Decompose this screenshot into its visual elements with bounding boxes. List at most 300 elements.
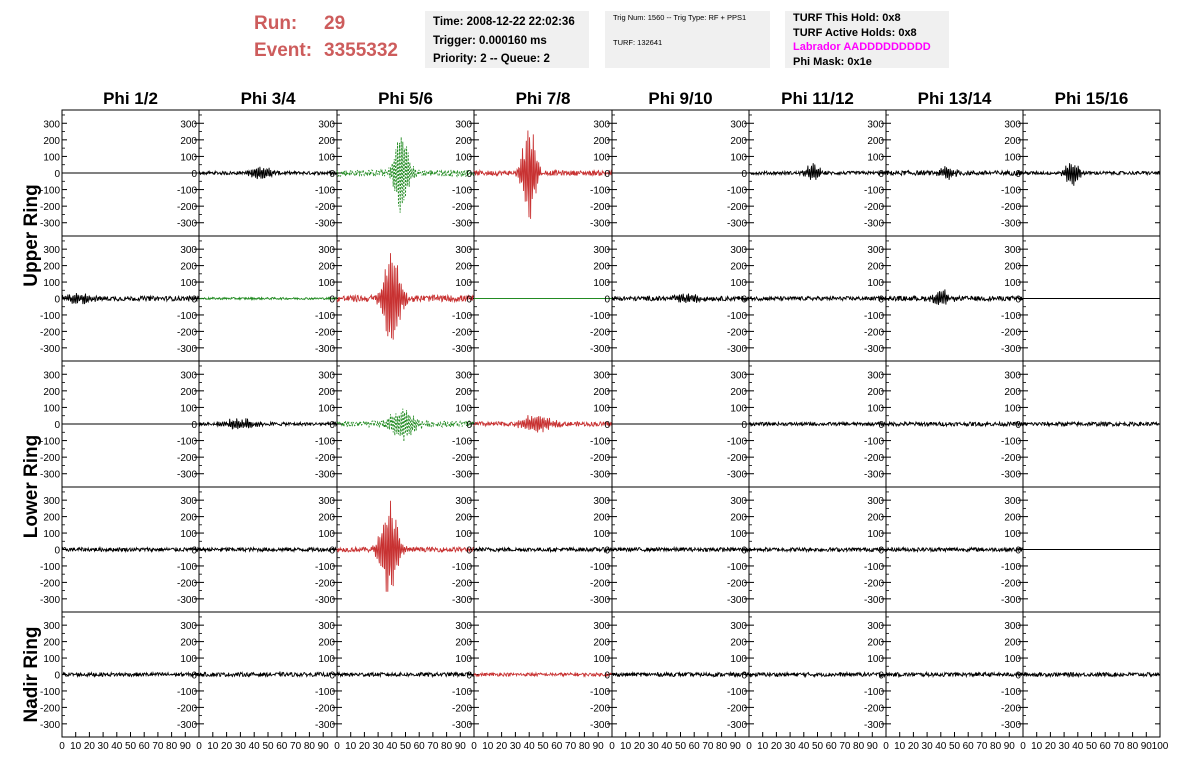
y-tick-label: -200 [726, 578, 747, 590]
x-tick-label: 30 [784, 741, 796, 752]
y-tick-label: -100 [726, 561, 747, 573]
y-tick-label: 100 [180, 278, 197, 290]
x-tick-label: 70 [976, 741, 988, 752]
y-tick-label: -100 [863, 310, 884, 322]
y-tick-label: 0 [54, 294, 60, 306]
y-tick-label: -200 [589, 453, 610, 465]
y-tick-label: 200 [455, 637, 472, 649]
y-tick-label: 200 [867, 637, 884, 649]
y-tick-label: 0 [604, 169, 610, 180]
y-tick-label: 300 [180, 119, 197, 131]
y-tick-label: -200 [314, 578, 335, 590]
y-tick-label: 0 [741, 294, 747, 306]
y-tick-label: -100 [863, 686, 884, 698]
y-tick-label: 0 [54, 420, 60, 431]
turf-active-holds-text: TURF Active Holds: 0x8 [793, 26, 917, 39]
y-tick-label: -100 [726, 310, 747, 322]
y-tick-label: -200 [451, 578, 472, 590]
y-tick-label: -200 [863, 327, 884, 339]
y-tick-label: 0 [466, 545, 472, 557]
y-tick-label: -200 [863, 453, 884, 465]
waveform-trace [749, 297, 886, 301]
x-tick-label: 20 [83, 741, 95, 752]
y-tick-label: 200 [455, 386, 472, 398]
y-tick-label: 300 [593, 245, 610, 257]
y-tick-label: 0 [1015, 294, 1021, 306]
column-title: Phi 5/6 [378, 89, 433, 108]
y-tick-label: -200 [863, 202, 884, 214]
y-tick-label: -200 [176, 453, 197, 465]
y-tick-label: 0 [741, 670, 747, 682]
y-tick-label: -300 [726, 469, 747, 481]
y-tick-label: -300 [589, 218, 610, 230]
y-tick-label: 100 [318, 529, 335, 541]
y-tick-label: -300 [589, 469, 610, 481]
waveform-trace [337, 673, 474, 677]
y-tick-label: -200 [589, 703, 610, 715]
column-title: Phi 11/12 [781, 89, 854, 108]
x-tick-label: 70 [839, 741, 851, 752]
y-tick-label: 0 [878, 420, 884, 431]
y-tick-label: 100 [180, 152, 197, 164]
y-tick-label: 100 [730, 278, 747, 290]
y-tick-label: -100 [314, 436, 335, 448]
y-tick-label: 200 [318, 135, 335, 147]
y-tick-label: 300 [1004, 621, 1021, 633]
priority-text: Priority: 2 -- Queue: 2 [433, 53, 550, 65]
turf-text: TURF: 132641 [613, 38, 663, 47]
row-group-label: Nadir Ring [21, 626, 42, 723]
x-tick-label: 60 [688, 741, 700, 752]
y-tick-label: -100 [451, 436, 472, 448]
y-tick-label: 300 [867, 119, 884, 131]
y-tick-label: -300 [314, 594, 335, 606]
time-text: Time: 2008-12-22 22:02:36 [433, 16, 575, 28]
x-tick-label: 80 [303, 741, 315, 752]
y-tick-label: -300 [176, 469, 197, 481]
y-tick-label: 300 [730, 621, 747, 633]
y-tick-label: -200 [176, 578, 197, 590]
y-tick-label: 0 [191, 670, 197, 682]
column-title: Phi 1/2 [103, 89, 158, 108]
x-tick-label: 80 [578, 741, 590, 752]
y-tick-label: 100 [1004, 278, 1021, 290]
y-tick-label: -300 [451, 218, 472, 230]
y-tick-label: 100 [318, 654, 335, 666]
waveform-trace [612, 294, 749, 304]
y-tick-label: 300 [455, 119, 472, 131]
y-tick-label: 200 [1004, 512, 1021, 524]
x-tick-label: 40 [386, 741, 398, 752]
waveform-trace [199, 298, 337, 300]
y-tick-label: 0 [191, 545, 197, 557]
x-tick-label: 90 [179, 741, 191, 752]
y-tick-label: -100 [39, 310, 60, 322]
x-tick-label: 20 [907, 741, 919, 752]
row-group-label: Lower Ring [21, 434, 42, 539]
y-tick-label: -200 [451, 327, 472, 339]
y-tick-label: 0 [741, 545, 747, 557]
y-tick-label: -300 [1000, 343, 1021, 355]
y-tick-label: -200 [39, 703, 60, 715]
y-tick-label: 300 [593, 496, 610, 508]
y-tick-label: 100 [318, 278, 335, 290]
x-tick-label: 50 [948, 741, 961, 752]
x-tick-label: 70 [1113, 741, 1125, 752]
y-tick-label: 200 [455, 512, 472, 524]
y-tick-label: 300 [1004, 245, 1021, 257]
y-tick-label: 200 [593, 135, 610, 147]
waveform-trace [749, 163, 886, 180]
x-tick-label: 30 [921, 741, 933, 752]
y-tick-label: 200 [455, 135, 472, 147]
y-tick-label: 100 [867, 152, 884, 164]
y-tick-label: 200 [180, 135, 197, 147]
waveform-trace [749, 548, 886, 552]
column-title: Phi 15/16 [1054, 89, 1129, 108]
y-tick-label: 200 [867, 386, 884, 398]
y-tick-label: -200 [314, 327, 335, 339]
y-tick-label: -200 [589, 202, 610, 214]
y-tick-label: -100 [1000, 561, 1021, 573]
y-tick-label: 200 [730, 512, 747, 524]
y-tick-label: -100 [589, 436, 610, 448]
y-tick-label: 300 [318, 496, 335, 508]
x-tick-label: 10 [70, 741, 82, 752]
y-tick-label: -100 [726, 686, 747, 698]
y-tick-label: 0 [878, 169, 884, 180]
y-tick-label: -200 [451, 453, 472, 465]
y-tick-label: 100 [43, 278, 60, 290]
y-tick-label: -300 [176, 594, 197, 606]
y-tick-label: 0 [741, 169, 747, 180]
y-tick-label: -200 [314, 703, 335, 715]
x-tick-label: 50 [537, 741, 549, 752]
y-tick-label: -200 [726, 327, 747, 339]
y-tick-label: -200 [39, 453, 60, 465]
y-tick-label: 300 [1004, 119, 1021, 131]
y-tick-label: -200 [176, 202, 197, 214]
y-tick-label: 100 [180, 529, 197, 541]
x-tick-label: 90 [729, 741, 741, 752]
y-tick-label: 100 [730, 403, 747, 415]
y-tick-label: 0 [54, 545, 60, 557]
waveform-trace [62, 673, 199, 677]
y-tick-label: -100 [726, 436, 747, 448]
y-tick-label: -100 [176, 185, 197, 197]
x-tick-label: 0 [883, 741, 889, 752]
y-tick-label: 0 [54, 169, 60, 180]
y-tick-label: 300 [180, 621, 197, 633]
y-tick-label: -200 [863, 703, 884, 715]
y-tick-label: 100 [43, 403, 60, 415]
y-tick-label: 200 [867, 261, 884, 273]
y-tick-label: -100 [176, 310, 197, 322]
y-tick-label: 300 [318, 370, 335, 382]
y-tick-label: 200 [318, 637, 335, 649]
waveform-trace [199, 548, 337, 552]
x-tick-label: 30 [509, 741, 521, 752]
x-tick-label: 30 [234, 741, 246, 752]
waveform-trace [1023, 422, 1160, 426]
waveform-trace [474, 415, 612, 432]
y-tick-label: -200 [863, 578, 884, 590]
y-tick-label: -200 [1000, 703, 1021, 715]
y-tick-label: -200 [1000, 327, 1021, 339]
y-tick-label: -100 [451, 310, 472, 322]
y-tick-label: 0 [1015, 545, 1021, 557]
waveform-trace [749, 422, 886, 425]
y-tick-label: 300 [867, 245, 884, 257]
y-tick-label: 300 [43, 245, 60, 257]
y-tick-label: 300 [43, 496, 60, 508]
y-tick-label: -300 [39, 343, 60, 355]
x-tick-label: 20 [770, 741, 782, 752]
y-tick-label: -300 [176, 719, 197, 731]
y-tick-label: 200 [43, 512, 60, 524]
x-tick-label: 30 [372, 741, 384, 752]
y-tick-label: -200 [1000, 578, 1021, 590]
y-tick-label: 200 [593, 637, 610, 649]
y-tick-label: -300 [863, 469, 884, 481]
y-tick-label: 300 [730, 119, 747, 131]
y-tick-label: 0 [466, 169, 472, 180]
y-tick-label: -200 [589, 578, 610, 590]
x-tick-label: 80 [716, 741, 728, 752]
y-tick-label: 300 [180, 370, 197, 382]
y-tick-label: 200 [43, 261, 60, 273]
y-tick-label: 100 [455, 152, 472, 164]
trigger-text: Trigger: 0.000160 ms [433, 34, 547, 47]
y-tick-label: -100 [1000, 436, 1021, 448]
y-tick-label: 200 [318, 386, 335, 398]
y-tick-label: 0 [878, 545, 884, 557]
y-tick-label: -100 [39, 436, 60, 448]
y-tick-label: 200 [730, 135, 747, 147]
y-tick-label: 200 [593, 386, 610, 398]
plot-frame [337, 110, 474, 236]
y-tick-label: -200 [589, 327, 610, 339]
y-tick-label: 0 [604, 670, 610, 682]
run-value: 29 [324, 13, 346, 34]
y-tick-label: 300 [318, 245, 335, 257]
x-tick-label: 0 [609, 741, 615, 752]
waveform-trace [749, 673, 886, 677]
y-tick-label: 300 [455, 370, 472, 382]
x-tick-label: 10 [345, 741, 357, 752]
y-tick-label: 300 [318, 621, 335, 633]
y-tick-label: 300 [867, 370, 884, 382]
y-tick-label: 100 [180, 403, 197, 415]
y-tick-label: -200 [726, 703, 747, 715]
y-tick-label: -100 [589, 185, 610, 197]
x-tick-label: 90 [592, 741, 604, 752]
y-tick-label: 200 [43, 637, 60, 649]
y-tick-label: -300 [863, 719, 884, 731]
y-tick-label: 100 [455, 278, 472, 290]
y-tick-label: -300 [314, 719, 335, 731]
y-tick-label: -100 [314, 185, 335, 197]
y-tick-label: 0 [604, 420, 610, 431]
y-tick-label: -200 [39, 327, 60, 339]
y-tick-label: 200 [1004, 637, 1021, 649]
phi-mask-text: Phi Mask: 0x1e [793, 55, 872, 68]
x-tick-label: 70 [152, 741, 164, 752]
y-tick-label: 0 [604, 294, 610, 306]
x-tick-label: 80 [1127, 741, 1139, 752]
column-title: Phi 13/14 [917, 89, 992, 108]
y-tick-label: 100 [730, 654, 747, 666]
y-tick-label: -100 [863, 561, 884, 573]
x-tick-label: 10 [620, 741, 632, 752]
waveform-trace [612, 673, 749, 677]
x-tick-label: 20 [633, 741, 645, 752]
x-tick-label: 50 [262, 741, 274, 752]
y-tick-label: 200 [1004, 261, 1021, 273]
y-tick-label: 100 [730, 152, 747, 164]
waveform-trace [474, 673, 612, 676]
x-tick-label: 50 [399, 741, 412, 752]
y-tick-label: 200 [593, 261, 610, 273]
x-tick-label: 80 [166, 741, 178, 752]
y-tick-label: 0 [878, 294, 884, 306]
y-tick-label: 0 [1015, 420, 1021, 431]
y-tick-label: -300 [1000, 469, 1021, 481]
x-tick-label: 40 [111, 741, 123, 752]
y-tick-label: -200 [726, 202, 747, 214]
x-tick-label: 60 [138, 741, 150, 752]
y-tick-label: 100 [180, 654, 197, 666]
y-tick-label: 0 [54, 670, 60, 682]
y-tick-label: -100 [451, 185, 472, 197]
waveform-trace [886, 166, 1023, 180]
y-tick-label: 100 [867, 654, 884, 666]
waveform-trace [1023, 673, 1160, 677]
y-tick-label: -200 [176, 327, 197, 339]
y-tick-label: -300 [451, 594, 472, 606]
x-tick-label: 40 [523, 741, 535, 752]
y-tick-label: 100 [43, 654, 60, 666]
y-tick-label: 200 [1004, 135, 1021, 147]
event-label: Event: [254, 40, 313, 61]
x-tick-label: 20 [1044, 741, 1056, 752]
y-tick-label: -300 [314, 343, 335, 355]
y-tick-label: 300 [43, 370, 60, 382]
y-tick-label: 300 [593, 621, 610, 633]
y-tick-label: -200 [39, 202, 60, 214]
waveform-trace [199, 418, 337, 429]
y-tick-label: 100 [318, 152, 335, 164]
y-tick-label: -100 [314, 686, 335, 698]
y-tick-label: 100 [593, 152, 610, 164]
y-tick-label: -300 [451, 469, 472, 481]
y-tick-label: -300 [39, 594, 60, 606]
y-tick-label: 200 [180, 512, 197, 524]
y-tick-label: -200 [39, 578, 60, 590]
waveform-trace [474, 548, 612, 552]
y-tick-label: -300 [176, 218, 197, 230]
waveform-trace [886, 422, 1023, 426]
y-tick-label: -300 [726, 719, 747, 731]
y-tick-label: -100 [1000, 185, 1021, 197]
column-title: Phi 9/10 [648, 89, 713, 108]
y-tick-label: -100 [39, 686, 60, 698]
x-tick-label: 40 [798, 741, 810, 752]
x-tick-label: 30 [1058, 741, 1070, 752]
x-tick-label: 40 [661, 741, 673, 752]
y-tick-label: 300 [180, 496, 197, 508]
y-tick-label: 200 [1004, 386, 1021, 398]
y-tick-label: -300 [314, 218, 335, 230]
x-tick-label: 90 [1003, 741, 1015, 752]
y-tick-label: 0 [191, 420, 197, 431]
y-tick-label: 300 [867, 496, 884, 508]
x-tick-label: 20 [358, 741, 370, 752]
y-tick-label: 100 [730, 529, 747, 541]
y-tick-label: 300 [43, 119, 60, 131]
y-tick-label: 200 [180, 637, 197, 649]
x-tick-label: 10 [757, 741, 769, 752]
y-tick-label: 300 [1004, 370, 1021, 382]
y-tick-label: 0 [191, 294, 197, 306]
waveform-trace [62, 293, 199, 304]
y-tick-label: -300 [39, 218, 60, 230]
y-tick-label: 0 [604, 545, 610, 557]
x-tick-label: 60 [825, 741, 837, 752]
x-tick-label: 60 [551, 741, 563, 752]
y-tick-label: 200 [730, 637, 747, 649]
y-tick-label: 300 [730, 496, 747, 508]
y-tick-label: 300 [318, 119, 335, 131]
x-tick-label: 0 [59, 741, 65, 752]
y-tick-label: -100 [39, 561, 60, 573]
y-tick-label: 0 [878, 670, 884, 682]
row-group-label: Upper Ring [21, 184, 42, 287]
y-tick-label: 100 [1004, 152, 1021, 164]
x-tick-label: 30 [97, 741, 109, 752]
y-tick-label: 0 [466, 670, 472, 682]
x-tick-label: 10 [894, 741, 906, 752]
y-tick-label: 300 [455, 245, 472, 257]
y-tick-label: -100 [176, 686, 197, 698]
y-tick-label: -200 [314, 202, 335, 214]
x-tick-label: 80 [441, 741, 453, 752]
x-tick-label: 80 [990, 741, 1002, 752]
y-tick-label: 100 [593, 403, 610, 415]
y-tick-label: -300 [1000, 594, 1021, 606]
y-tick-label: 200 [867, 135, 884, 147]
y-tick-label: 200 [730, 261, 747, 273]
y-tick-label: -300 [451, 719, 472, 731]
x-tick-label: 20 [496, 741, 508, 752]
y-tick-label: -200 [314, 453, 335, 465]
x-tick-label: 0 [471, 741, 477, 752]
y-tick-label: -100 [451, 686, 472, 698]
y-tick-label: -300 [39, 719, 60, 731]
y-tick-label: -300 [589, 719, 610, 731]
x-tick-label: 0 [746, 741, 752, 752]
y-tick-label: -100 [726, 185, 747, 197]
x-tick-label: 70 [702, 741, 714, 752]
waveform-trace [199, 167, 337, 179]
y-tick-label: 300 [1004, 496, 1021, 508]
y-tick-label: 100 [43, 152, 60, 164]
y-tick-label: 300 [43, 621, 60, 633]
y-tick-label: -100 [589, 686, 610, 698]
y-tick-label: 300 [867, 621, 884, 633]
x-tick-label: 80 [853, 741, 865, 752]
y-tick-label: -200 [1000, 453, 1021, 465]
